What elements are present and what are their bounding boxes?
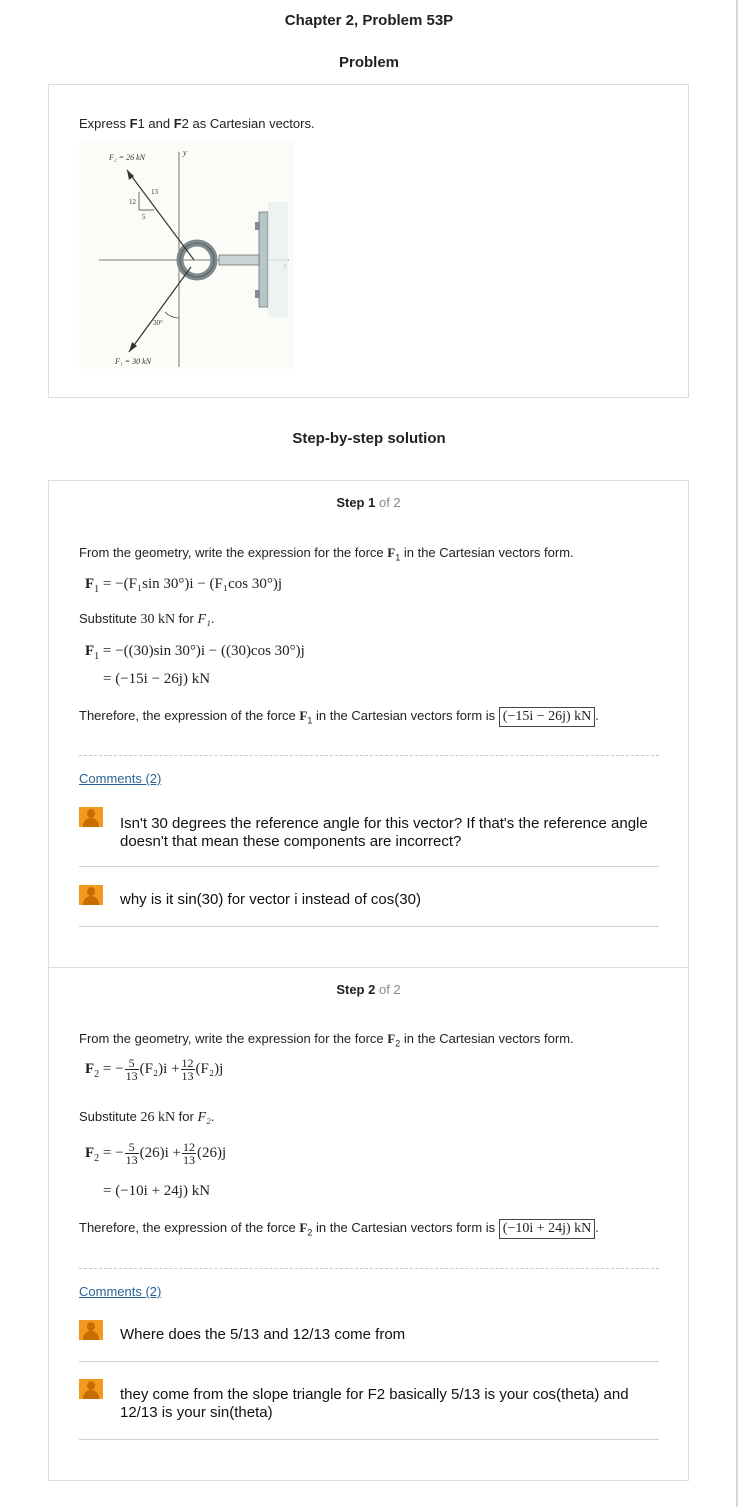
solution-heading: Step-by-step solution	[292, 430, 446, 447]
step-1-equation-3: = (−15i − 26j) kN	[103, 671, 211, 687]
wall	[268, 202, 288, 317]
step-2-dashed-divider	[79, 1268, 659, 1269]
avatar	[79, 1379, 103, 1399]
comment-text: why is it sin(30) for vector i instead of cos(30)	[120, 891, 421, 908]
solution-card	[48, 480, 689, 1481]
problem-card	[48, 84, 689, 398]
step-2-title: Step 2 of 2	[336, 982, 401, 997]
step-1-comment-1	[79, 807, 659, 867]
wall-plate	[259, 212, 268, 307]
comment-text: they come from the slope triangle for F2 basically 5/13 is your cos(theta) and 12/13 is your sin(theta)	[120, 1386, 629, 1421]
step-2-intro: From the geometry, write the expression for the force $F_2$ in the Cartesian vectors form.	[79, 1031, 574, 1049]
step-2-comment-2	[79, 1379, 659, 1440]
avatar	[79, 885, 103, 905]
step-1-equation-2: $F_1 = -((30)\sin$ 30°)i − ((30)cos 30°)j	[85, 643, 305, 662]
page-title: Chapter 2, Problem 53P	[284, 12, 454, 29]
step-1-result: Therefore, the expression of the force $F_1$ in the Cartesian vectors form is (−15i − 26j) kN .	[79, 708, 599, 726]
step-2-equation-3: = (−10i + 24j) kN	[103, 1183, 211, 1199]
step-2-substitute: Substitute 26 kN for F₂.	[79, 1109, 215, 1125]
slope-label-5: 5	[142, 213, 146, 221]
step-1-comment-2	[79, 885, 659, 927]
slope-label-13: 13	[151, 188, 158, 196]
problem-statement: Express F1 and F2 as Cartesian vectors.	[79, 116, 315, 131]
step-1-substitute: Substitute 30 kN for F₁.	[79, 611, 215, 627]
angle-label: 30°	[153, 319, 163, 327]
comment-text: Where does the 5/13 and 12/13 come from	[120, 1326, 406, 1343]
avatar	[79, 1320, 103, 1340]
step-2-equation-2: $F_2$ = − $\frac{5}{13}$ (26)i + $\frac{12}{13}$ (26)j	[85, 1140, 227, 1167]
step-2-comments-link[interactable]: Comments (2)	[79, 1284, 162, 1299]
step-1-answer-box: (−15i − 26j) kN	[499, 707, 596, 727]
step-1-intro: From the geometry, write the expression for the force $F_1$ in the Cartesian vectors form.	[79, 545, 574, 563]
step-1-comments-link[interactable]: Comments (2)	[79, 771, 162, 786]
problem-heading: Problem	[338, 54, 399, 71]
step-2-answer-box: (−10i + 24j) kN	[499, 1219, 596, 1239]
step-divider	[49, 967, 688, 968]
f2-label: F₂ = 26 kN	[109, 153, 145, 162]
step-1-dashed-divider	[79, 755, 659, 756]
step-2-equation-1: $F_2$ = − $\frac{5}{13}$ (F₂)i + $\frac{12}{13}$ (F₂)j	[85, 1056, 224, 1083]
step-2-result: Therefore, the expression of the force $F_2$ in the Cartesian vectors form is (−10i + 24j) kN .	[79, 1220, 599, 1238]
problem-figure	[79, 142, 294, 369]
bolt-top	[255, 222, 260, 230]
f1-label: F₁ = 30 kN	[115, 357, 151, 366]
bolt-bottom	[255, 290, 260, 298]
comment-text: Isn't 30 degrees the reference angle for this vector? If that's the reference angle doesn't that mean these components are incorrect?	[120, 815, 648, 850]
slope-label-12: 12	[129, 198, 136, 206]
step-1-equation-1: $F_1 = -(F_1\sin$ 30°)i − (F₁cos 30°)j	[85, 576, 283, 595]
avatar	[79, 807, 103, 827]
step-1-title: Step 1 of 2	[336, 495, 401, 510]
hook-shank	[219, 255, 259, 265]
step-2-comment-1	[79, 1320, 659, 1362]
y-axis-label: y	[183, 148, 187, 157]
